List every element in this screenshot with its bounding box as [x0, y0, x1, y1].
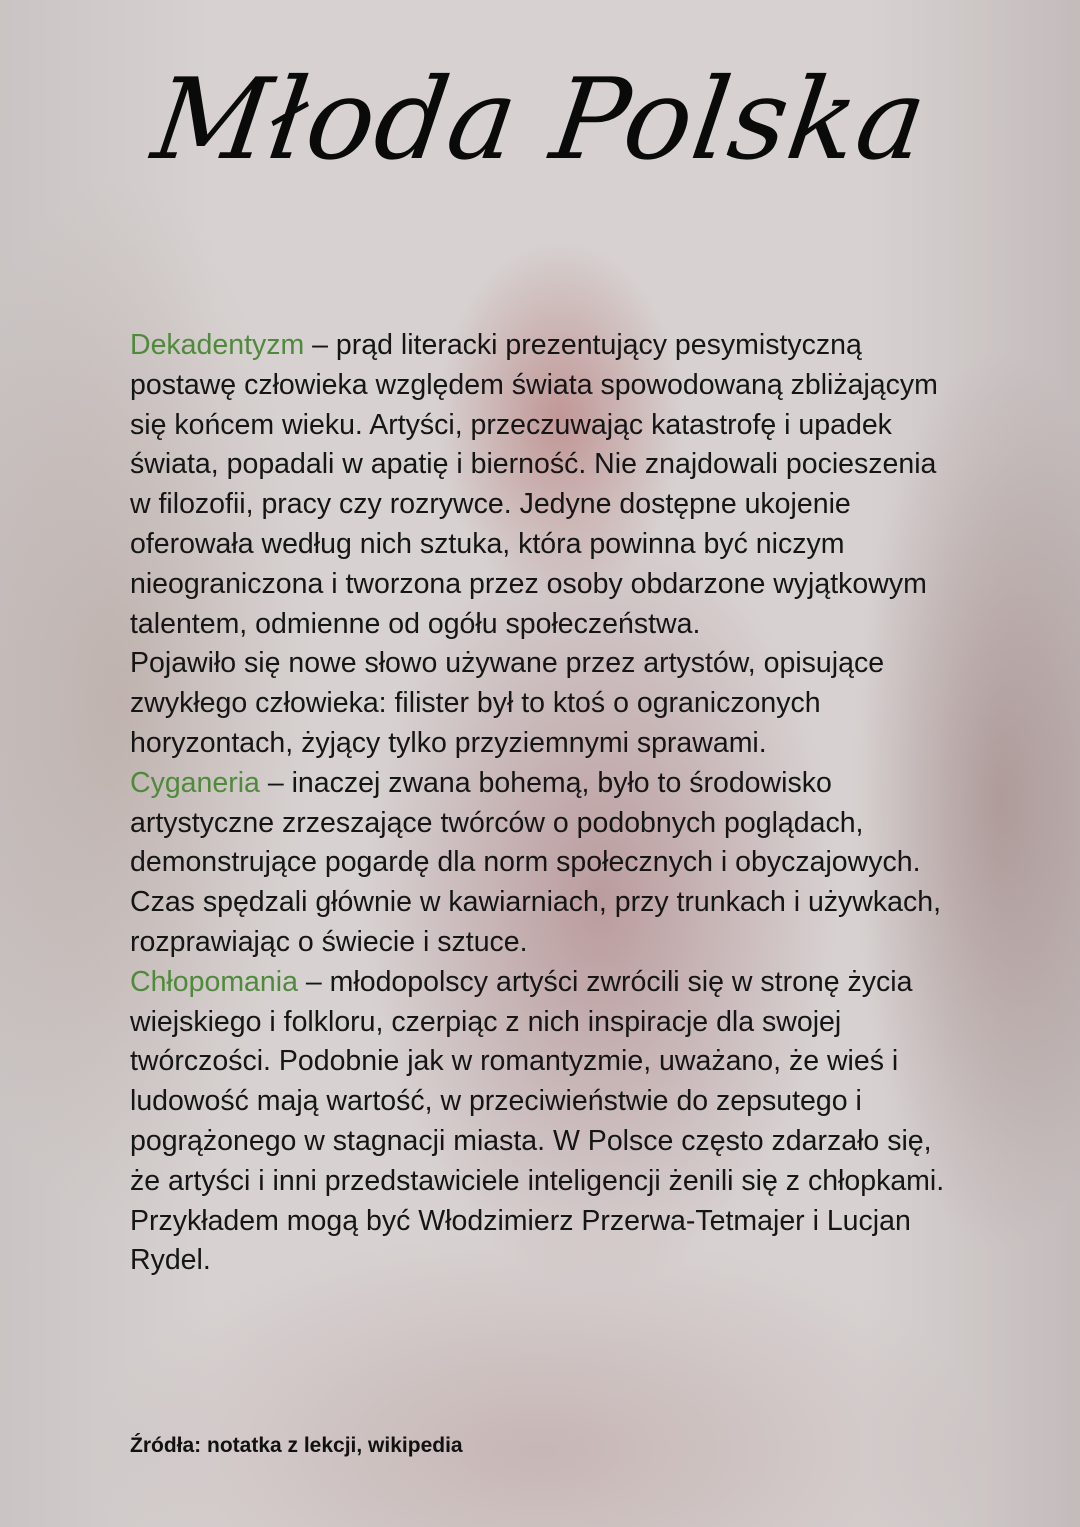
- definition-dekadentyzm: – prąd literacki prezentujący pesymistyczną postawę człowieka względem świata spowodowaną zbliżającym się końcem wieku. Artyści, przeczuwając katastrofę i upadek świata, popadali w apatię i bierność. Nie znajdowali pocieszenia w filozofii, pracy czy rozrywce. Jedyne dostępne ukojenie oferowała według nich sztuka, która powinna być niczym nieograniczona i tworzona przez osoby obdarzone wyjątkowym talentem, odmienne od ogółu społeczeństwa.: [130, 329, 938, 640]
- term-cyganeria: Cyganeria: [130, 766, 260, 799]
- main-content: [130, 326, 960, 1281]
- page-title: Młoda Polska: [145, 55, 935, 185]
- sources-note: Źródła: notatka z lekcji, wikipedia: [130, 1434, 463, 1457]
- definition-filister: Pojawiło się nowe słowo używane przez artystów, opisujące zwykłego człowieka: filister był to ktoś o ograniczonych horyzontach, żyjący tylko przyziemnymi sprawami.: [130, 647, 885, 759]
- paragraph-dekadentyzm: [130, 326, 960, 644]
- term-chlopomania: Chłopomania: [130, 965, 298, 998]
- paragraph-cyganeria: [130, 764, 960, 963]
- definition-chlopomania: – młodopolscy artyści zwrócili się w stronę życia wiejskiego i folkloru, czerpiąc z nich inspiracje dla swojej twórczości. Podobnie jak w romantyzmie, uważano, że wieś i ludowość mają wartość, w przeciwieństwie do zepsutego i pogrążonego w stagnacji miasta. W Polsce często zdarzało się, że artyści i inni przedstawiciele inteligencji żenili się z chłopkami. Przykładem mogą być Włodzimierz Przerwa-Tetmajer i Lucjan Rydel.: [130, 965, 945, 1277]
- paragraph-filister: [130, 644, 960, 763]
- term-dekadentyzm: Dekadentyzm: [130, 329, 305, 361]
- paragraph-chlopomania: [130, 963, 960, 1281]
- definition-cyganeria: – inaczej zwana bohemą, było to środowisko artystyczne zrzeszające twórców o podobnych poglądach, demonstrujące pogardę dla norm społecznych i obyczajowych. Czas spędzali głównie w kawiarniach, przy trunkach i używkach, rozprawiając o świecie i sztuce.: [130, 766, 942, 958]
